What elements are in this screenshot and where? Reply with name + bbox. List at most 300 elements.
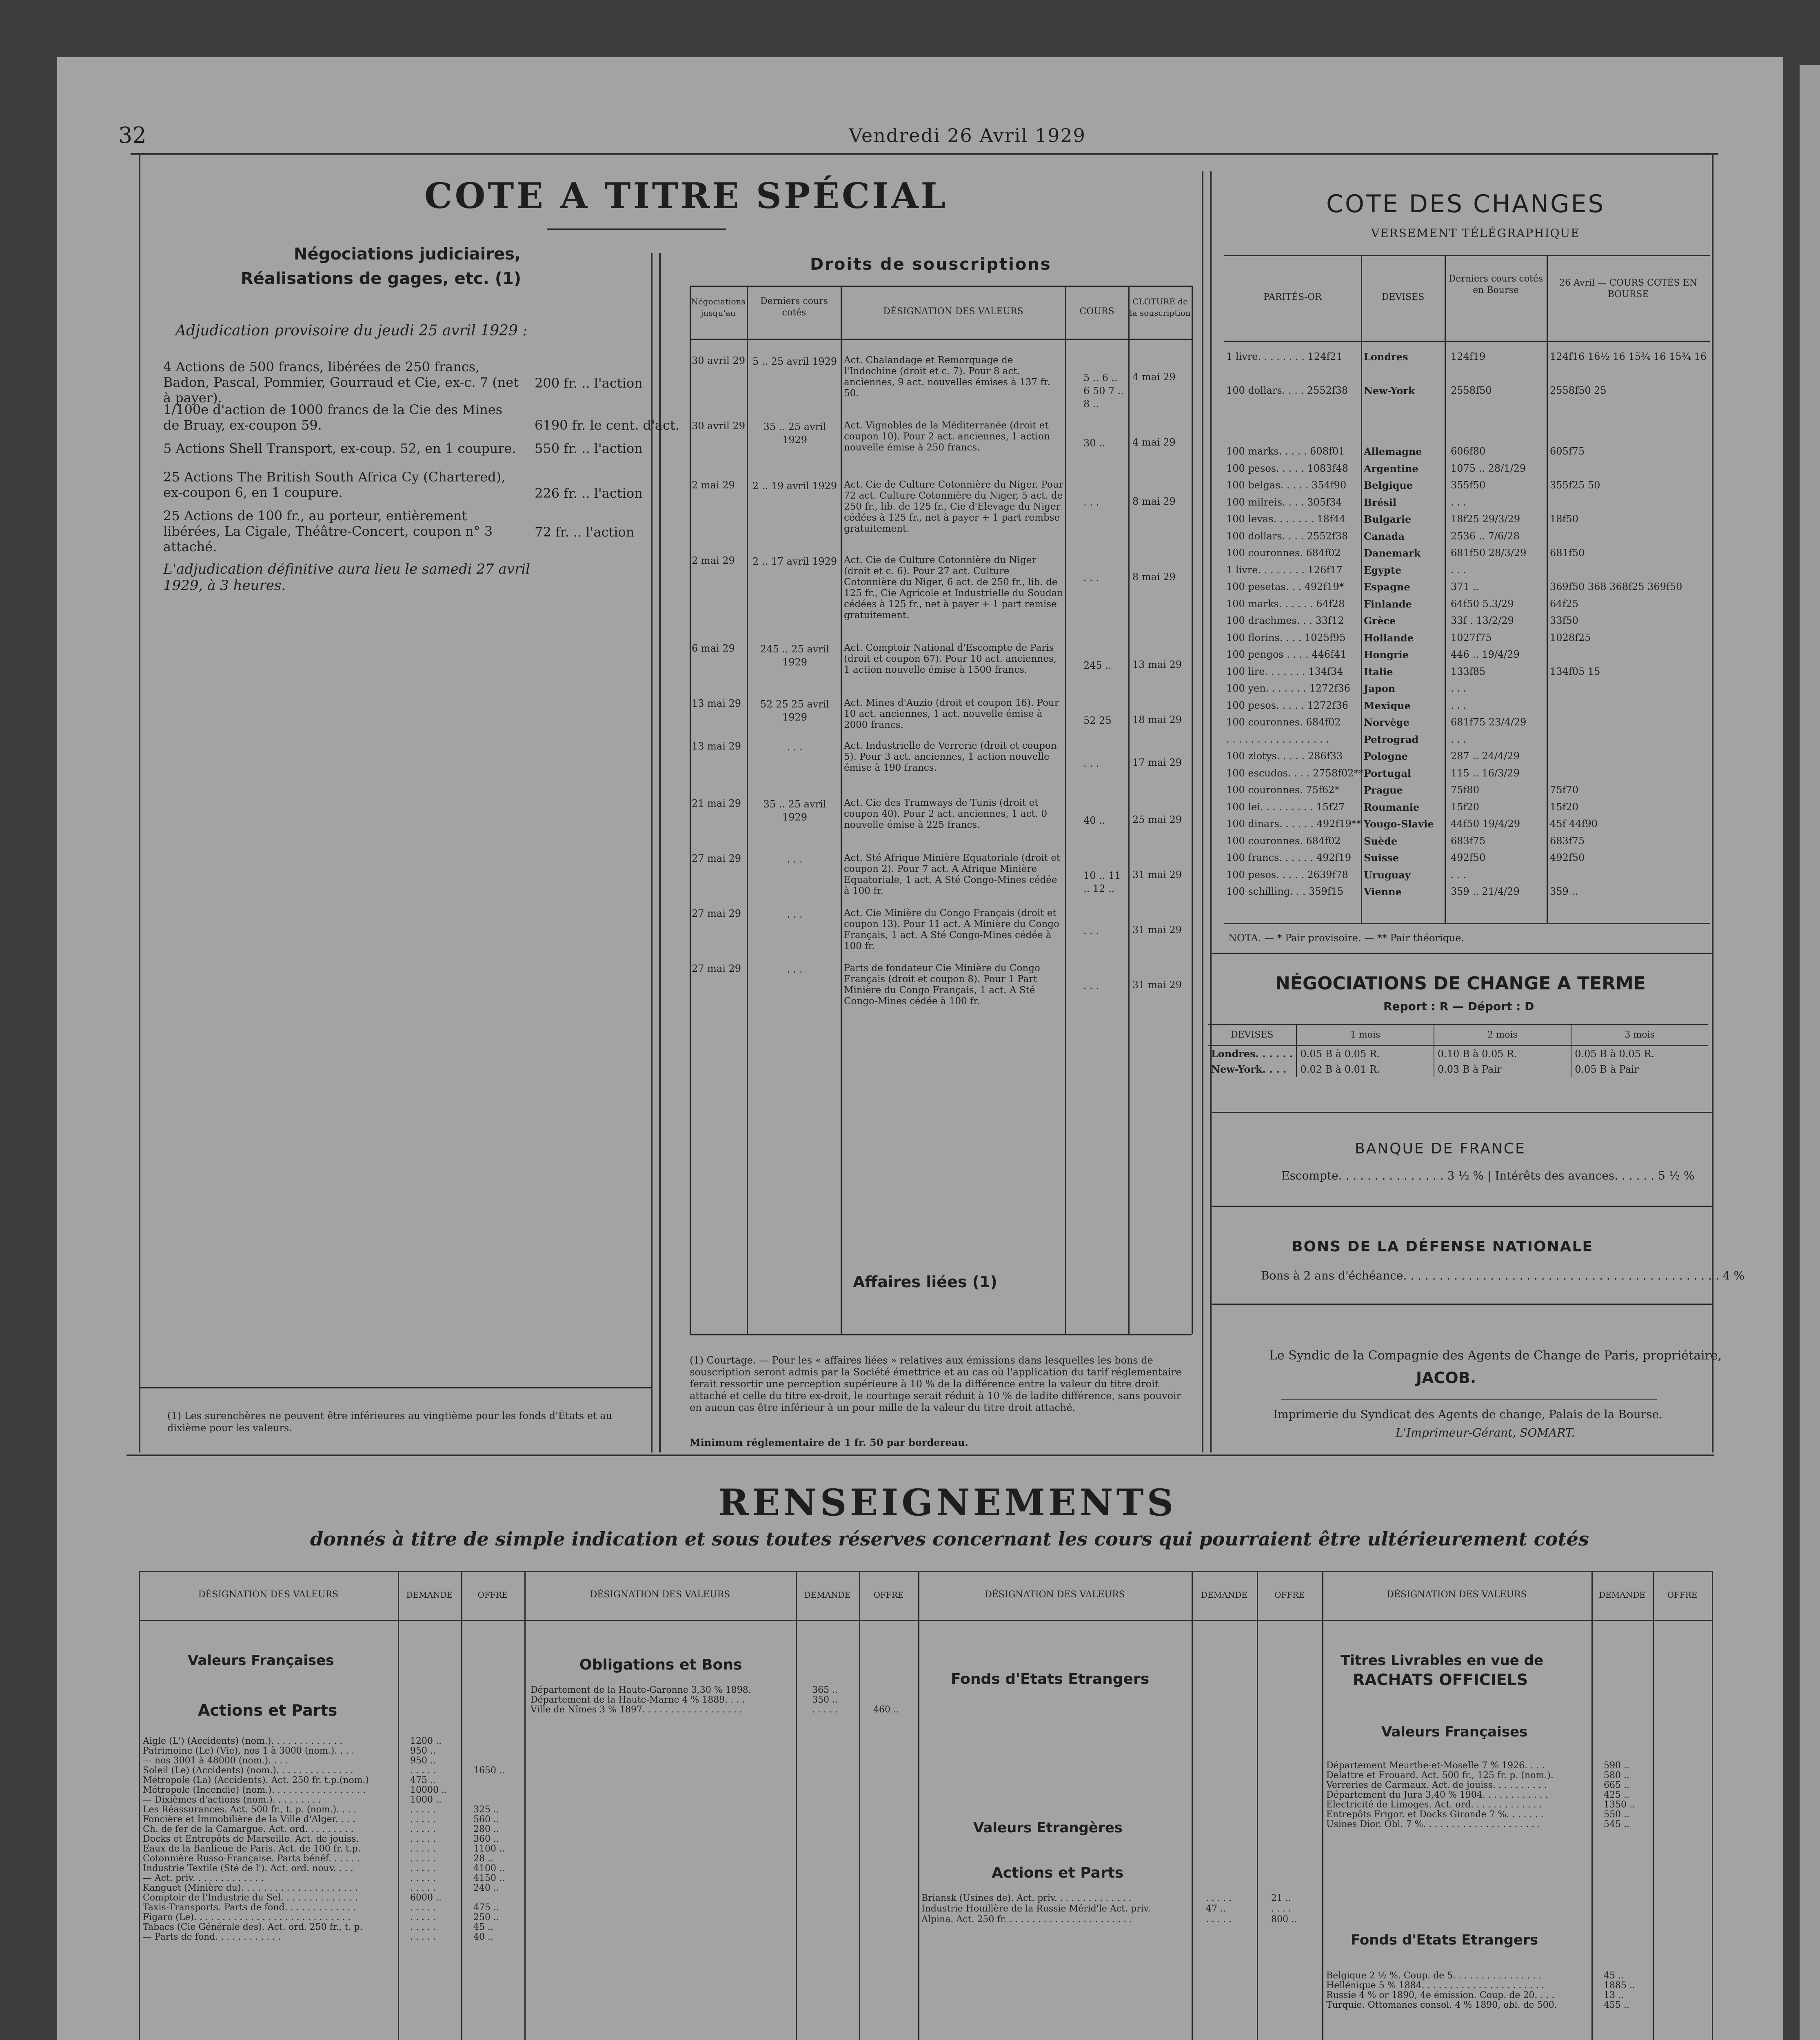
changes-derniers: 18f25 29/3/29	[1451, 513, 1520, 525]
gerant-line: L'Imprimeur-Gérant, SOMART.	[1396, 1426, 1575, 1439]
droits-clot: 4 mai 29	[1132, 437, 1176, 448]
changes-derniers: 606f80	[1451, 446, 1486, 457]
droits-cours: . . .	[1083, 497, 1099, 508]
rens-designation: Usines Dior. Obl. 7 %. . . . . . . . . . . . . . . . . . . . .	[1326, 1819, 1540, 1829]
droits-clot: 31 mai 29	[1132, 869, 1182, 880]
droits-cours: 5 .. 6 .. 6 50 7 .. 8 ..	[1083, 372, 1124, 410]
changes-cours: 355f25 50	[1550, 479, 1600, 491]
changes-parite: 100 zlotys. . . . . 286f33	[1226, 750, 1343, 762]
droits-der: 5 .. 25 avril 1929	[752, 356, 837, 367]
rens-demande: 350 ..	[812, 1695, 838, 1705]
rens-demande: 580 ..	[1604, 1770, 1629, 1781]
rens-header-offre: OFFRE	[1274, 1590, 1305, 1600]
changes-derniers: 359 .. 21/4/29	[1451, 886, 1520, 897]
droits-clot: 25 mai 29	[1132, 814, 1182, 825]
rens-col-rule	[524, 1571, 526, 2040]
droits-header-der: Derniers cours cotés	[760, 296, 828, 318]
rens-demande: . . . . .	[812, 1705, 838, 1715]
imprimerie-line: Imprimerie du Syndicat des Agents de change, Palais de la Bourse.	[1273, 1408, 1663, 1421]
droits-clot: 17 mai 29	[1132, 757, 1182, 768]
changes-header-parites: PARITÉS-OR	[1263, 292, 1322, 302]
droits-cours: 245 ..	[1083, 660, 1112, 671]
col1-section-actions: Actions et Parts	[198, 1701, 337, 1719]
rens-designation: Département Meurthe-et-Moselle 7 % 1926. . . .	[1326, 1761, 1545, 1771]
rens-demande: . . . . .	[410, 1912, 436, 1922]
rens-demande: 45 ..	[1604, 1971, 1624, 1981]
droits-des: Parts de fondateur Cie Minière du Congo Français (droit et coupon 8). Pour 1 Part Minière du Congo Français, 1 act. A Sté Congo-Mines cédée à 100 fr.	[844, 963, 1040, 1007]
rens-col-rule	[461, 1571, 462, 2040]
rens-designation: Verreries de Carmaux. Act. de jouiss. . . . . . . . . .	[1326, 1780, 1547, 1790]
cote-item-price: 200 fr. .. l'action	[535, 375, 643, 391]
rens-designation: Delattre et Frouard. Act. 500 fr., 125 fr. p. (nom.).	[1326, 1770, 1554, 1781]
changes-parite: 100 couronnes. 684f02	[1226, 716, 1341, 728]
changes-devise: New-York	[1364, 385, 1415, 397]
divider-2	[1202, 171, 1203, 1452]
rens-col-rule	[796, 1571, 797, 2040]
droits-col-3	[1065, 286, 1066, 1334]
col3-section-valeurs: Valeurs Etrangères	[973, 1820, 1123, 1836]
changes-col-2	[1445, 255, 1446, 924]
droits-top-rule	[690, 286, 1192, 287]
droits-der: 35 .. 25 avril 1929	[763, 798, 826, 823]
divider-1b	[659, 253, 661, 1452]
col3-section-actions: Actions et Parts	[992, 1865, 1124, 1881]
droits-clot: 4 mai 29	[1132, 371, 1176, 383]
droits-neg: 30 avril 29	[692, 355, 746, 366]
droits-col-1	[747, 286, 748, 1334]
changes-parite: 100 pesetas. . . 492f19*	[1226, 581, 1344, 592]
changes-derniers: . . .	[1451, 683, 1467, 694]
rens-designation: Russie 4 % or 1890, 4e émission. Coup. de 20. . . .	[1326, 1990, 1555, 2000]
changes-devise: Mexique	[1364, 700, 1411, 712]
droits-neg: 27 mai 29	[692, 908, 741, 919]
cote-item-text: 5 Actions Shell Transport, ex-coup. 52, en 1 coupure.	[163, 441, 516, 456]
droits-clot: 18 mai 29	[1132, 714, 1182, 725]
rens-demande: . . . . .	[410, 1824, 436, 1834]
right-border	[1712, 155, 1713, 1452]
rens-offre: 560 ..	[473, 1814, 499, 1825]
jacob-signature: JACOB.	[1416, 1369, 1476, 1387]
changes-devise: Suisse	[1364, 852, 1399, 864]
adjudication-definitive: L'adjudication définitive aura lieu le samedi 27 avril 1929, à 3 heures.	[163, 561, 530, 594]
rens-header-bottom	[139, 1620, 1712, 1621]
changes-devise: Hongrie	[1364, 649, 1409, 661]
droits-cours: . . .	[1083, 980, 1099, 991]
changes-devise: Espagne	[1364, 581, 1410, 593]
col4-section-titres: Titres Livrables en vue de	[1341, 1652, 1544, 1669]
changes-cours: 134f05 15	[1550, 666, 1600, 677]
rens-demande: 6000 ..	[410, 1893, 442, 1903]
banque-top-rule	[1212, 1112, 1712, 1113]
changes-parite: 100 marks. . . . . . 64f28	[1226, 598, 1345, 610]
changes-parite: 1 livre. . . . . . . . 126f17	[1226, 564, 1343, 576]
changes-derniers: 2536 .. 7/6/28	[1451, 530, 1520, 542]
droits-der: . . .	[787, 854, 803, 865]
rens-demande: 425 ..	[1604, 1790, 1629, 1800]
droits-des: Act. Comptoir National d'Escompte de Paris (droit et coupon 67). Pour 10 act. anciennes, 1 action nouvelle émise à 1500 francs.	[844, 643, 1056, 675]
cote-footnote: (1) Les surenchères ne peuvent être inférieures au vingtième pour les fonds d'États et au dixième pour les valeurs.	[167, 1410, 613, 1434]
rens-demande: 950 ..	[410, 1756, 436, 1766]
rens-col-rule	[1257, 1571, 1258, 2040]
rens-demande: . . . . .	[410, 1814, 436, 1825]
changes-cours: 33f50	[1550, 615, 1578, 626]
changes-devise: Pologne	[1364, 750, 1408, 762]
rens-header-demande: DEMANDE	[804, 1590, 851, 1600]
rens-col-rule	[859, 1571, 860, 2040]
rens-demande: 1000 ..	[410, 1795, 442, 1805]
changes-parite: 100 marks. . . . . 608f01	[1226, 446, 1345, 457]
droits-der: . . .	[787, 741, 803, 753]
droits-neg: 30 avril 29	[692, 420, 746, 432]
rens-offre: 325 ..	[473, 1805, 499, 1815]
renseignements-title: RENSEIGNEMENTS	[718, 1481, 1177, 1524]
droits-col-2	[841, 286, 842, 1334]
changes-devise: Japon	[1364, 683, 1396, 694]
changes-derniers: 446 .. 19/4/29	[1451, 649, 1520, 660]
col4-section-rachats: RACHATS OFFICIELS	[1353, 1671, 1528, 1689]
changes-parite: 100 levas. . . . . . . 18f44	[1226, 513, 1346, 525]
changes-derniers: . . .	[1451, 700, 1467, 711]
changes-derniers: . . .	[1451, 564, 1467, 576]
rens-designation: Métropole (La) (Accidents). Act. 250 fr. t.p.(nom.)	[143, 1775, 369, 1785]
next-page-edge	[1800, 65, 1820, 2040]
terme-cell: 0.10 B à 0.05 R.	[1434, 1046, 1571, 1062]
syndic-line: Le Syndic de la Compagnie des Agents de Change de Paris, propriétaire,	[1269, 1348, 1722, 1363]
divider-1	[651, 253, 653, 1452]
rens-designation: Aigle (L') (Accidents) (nom.). . . . . . . . . . . . .	[143, 1736, 343, 1746]
rens-designation: Cotonnière Russo-Française. Parts bénéf. . . . . .	[143, 1854, 360, 1864]
changes-devise: Uruguay	[1364, 869, 1411, 881]
rens-col-rule	[1653, 1571, 1654, 2040]
negociations-title-1: Négociations judiciaires,	[294, 245, 521, 264]
banque-line: Escompte. . . . . . . . . . . . . . . 3 ½ % | Intérêts des avances. . . . . . 5 ½ %	[1281, 1169, 1695, 1182]
changes-derniers: . . .	[1451, 869, 1467, 880]
droits-der: 2 .. 17 avril 1929	[752, 556, 837, 567]
rens-demande: 550 ..	[1604, 1809, 1629, 1820]
droits-title: Droits de souscriptions	[810, 255, 1052, 274]
droits-clot: 8 mai 29	[1132, 571, 1176, 583]
changes-devise: Bulgarie	[1364, 513, 1412, 525]
rens-designation: Electricité de Limoges. Act. ord. . . . . . . . . . . . .	[1326, 1800, 1542, 1810]
cote-titre-title: COTE A TITRE SPÉCIAL	[424, 175, 948, 217]
changes-derniers: 683f75	[1451, 835, 1486, 847]
rens-demande: 365 ..	[812, 1685, 838, 1695]
changes-parite: 100 pesos. . . . . 1083f48	[1226, 463, 1348, 474]
rens-header-designation: DÉSIGNATION DES VALEURS	[985, 1590, 1125, 1600]
changes-derniers: 44f50 19/4/29	[1451, 818, 1520, 829]
left-border	[139, 155, 140, 1452]
page-number: 32	[118, 122, 146, 148]
terme-header-1mois: 1 mois	[1296, 1025, 1434, 1046]
changes-devise: Belgique	[1364, 479, 1413, 491]
changes-devise: Londres	[1364, 351, 1408, 363]
rens-demande: . . . . .	[410, 1883, 436, 1893]
cote-item-text: 4 Actions de 500 francs, libérées de 250 francs, Badon, Pascal, Pommier, Gourraud et Cie, ex-c. 7 (net à payer).	[163, 359, 519, 406]
changes-derniers: 1027f75	[1451, 632, 1492, 643]
terme-cell: 0.02 B à 0.01 R.	[1296, 1062, 1434, 1077]
rens-header-demande: DEMANDE	[1599, 1590, 1645, 1600]
terme-row	[1208, 1062, 1708, 1077]
rens-demande: 590 ..	[1604, 1761, 1629, 1771]
changes-cours: 75f70	[1550, 784, 1578, 796]
terme-cell: 0.05 B à 0.05 R.	[1571, 1046, 1708, 1062]
rens-designation: — Act. priv. . . . . . . . . . . . .	[143, 1873, 264, 1883]
droits-header-cours: COURS	[1079, 306, 1114, 317]
cote-item-text: 25 Actions The British South Africa Cy (Chartered), ex-coupon 6, en 1 coupure.	[163, 469, 506, 500]
changes-header-rule	[1224, 341, 1710, 342]
droits-des: Act. Sté Afrique Minière Equatoriale (droit et coupon 2). Pour 7 act. A Afrique Minière Equatoriale, 1 act. A Sté Congo-Mines cédée à 100 fr.	[844, 853, 1061, 896]
col4-section-fonds: Fonds d'Etats Etrangers	[1351, 1932, 1538, 1948]
rens-header-designation: DÉSIGNATION DES VALEURS	[1387, 1590, 1527, 1600]
terme-header-2mois: 2 mois	[1434, 1025, 1571, 1046]
changes-devise: Portugal	[1364, 767, 1412, 779]
rens-designation: Turquie. Ottomanes consol. 4 % 1890, obl. de 500.	[1326, 2000, 1557, 2010]
changes-derniers: . . .	[1451, 734, 1467, 745]
changes-devise: Hollande	[1364, 632, 1414, 644]
rens-designation: Briansk (Usines de). Act. priv. . . . . . . . . . . . . .	[921, 1893, 1132, 1903]
changes-devise: Finlande	[1364, 598, 1412, 610]
changes-parite: 100 florins. . . . 1025f95	[1226, 632, 1346, 643]
droits-clot: 31 mai 29	[1132, 979, 1182, 991]
changes-parite: 100 francs. . . . . . 492f19	[1226, 852, 1352, 863]
changes-parite: 100 pengos . . . . 446f41	[1226, 649, 1347, 660]
rens-designation: Hellénique 5 % 1884. . . . . . . . . . . . . . . . . . . . . .	[1326, 1980, 1545, 1991]
rens-designation: Les Réassurances. Act. 500 fr., t. p. (nom.). . . .	[143, 1805, 357, 1815]
droits-der: 245 .. 25 avril 1929	[760, 643, 830, 668]
terme-header-devises: DEVISES	[1208, 1025, 1296, 1046]
changes-devise: Suède	[1364, 835, 1398, 847]
rens-demande: 10000 ..	[410, 1785, 447, 1795]
rens-offre: 28 ..	[473, 1854, 493, 1864]
col2-section-obligations: Obligations et Bons	[579, 1656, 742, 1673]
changes-cours: 683f75	[1550, 835, 1585, 847]
changes-cours: 1028f25	[1550, 632, 1591, 643]
adjudication-heading: Adjudication provisoire du jeudi 25 avril 1929 :	[175, 322, 528, 339]
changes-devise: Egypte	[1364, 564, 1402, 576]
changes-derniers: 115 .. 16/3/29	[1451, 767, 1520, 779]
changes-derniers: 124f19	[1451, 351, 1486, 362]
droits-des: Act. Mines d'Auzio (droit et coupon 16). Pour 10 act. anciennes, 1 act. nouvelle émise à 2000 francs.	[844, 698, 1059, 730]
rens-header-top	[139, 1571, 1712, 1572]
rens-offre: 240 ..	[473, 1883, 499, 1893]
rens-header-offre: OFFRE	[1667, 1590, 1698, 1600]
rens-offre: 4150 ..	[473, 1873, 505, 1883]
changes-parite: 100 milreis. . . . 305f34	[1226, 497, 1342, 508]
changes-devise: Brésil	[1364, 497, 1396, 508]
changes-parite: 100 drachmes. . . 33f12	[1226, 615, 1344, 626]
rens-designation: Alpina. Act. 250 fr. . . . . . . . . . . . . . . . . . . . . . .	[921, 1914, 1132, 1925]
bons-bottom-rule	[1212, 1304, 1712, 1305]
page-date: Vendredi 26 Avril 1929	[849, 124, 1086, 146]
rens-designation: Département de la Haute-Marne 4 % 1889. . . .	[530, 1695, 745, 1705]
rens-designation: Département du Jura 3,40 % 1904. . . . . . . . . . . .	[1326, 1790, 1548, 1800]
changes-derniers: 371 ..	[1451, 581, 1479, 592]
rens-offre: 21 ..	[1271, 1893, 1291, 1903]
changes-cours: 64f25	[1550, 598, 1578, 610]
droits-neg: 27 mai 29	[692, 853, 741, 864]
rens-designation: — Dixièmes d'actions (nom.). . . . . . . . .	[143, 1795, 321, 1805]
changes-subtitle: VERSEMENT TÉLÉGRAPHIQUE	[1371, 226, 1580, 240]
droits-clot: 13 mai 29	[1132, 659, 1182, 670]
changes-derniers: 287 .. 24/4/29	[1451, 750, 1520, 762]
rens-col-rule	[918, 1571, 919, 2040]
rens-demande: . . . . .	[410, 1765, 436, 1776]
changes-parite: 100 yen. . . . . . . 1272f36	[1226, 683, 1350, 694]
rens-designation: Belgique 2 ½ %. Coup. de 5. . . . . . . . . . . . . . . .	[1326, 1971, 1542, 1981]
rens-offre: 1650 ..	[473, 1765, 505, 1776]
col1-section-valeurs: Valeurs Françaises	[188, 1652, 334, 1669]
rens-demande: . . . . .	[410, 1854, 436, 1864]
rens-offre: 4100 ..	[473, 1863, 505, 1874]
rens-offre: 250 ..	[473, 1912, 499, 1922]
rens-header-demande: DEMANDE	[1201, 1590, 1247, 1600]
changes-devise: Roumanie	[1364, 801, 1420, 813]
rens-demande: 1885 ..	[1604, 1980, 1635, 1991]
droits-cours: . . .	[1083, 758, 1099, 769]
rens-designation: Figaro (Le). . . . . . . . . . . . . . . . . . . . . . . . . . . .	[143, 1912, 351, 1922]
cote-item-price: 550 fr. .. l'action	[535, 441, 643, 456]
droits-header-rule	[690, 339, 1192, 340]
terme-top-rule	[1212, 953, 1712, 954]
rens-demande: 950 ..	[410, 1746, 436, 1756]
rens-col-rule	[398, 1571, 399, 2040]
rens-offre: 280 ..	[473, 1824, 499, 1834]
cote-item-price: 72 fr. .. l'action	[535, 524, 635, 540]
col3-section-fonds: Fonds d'Etats Etrangers	[951, 1671, 1150, 1687]
rens-offre: 475 ..	[473, 1903, 499, 1913]
changes-parite: 100 escudos. . . . 2758f02**	[1226, 767, 1364, 779]
rens-demande: 545 ..	[1604, 1819, 1629, 1829]
footnote-rule	[139, 1387, 651, 1388]
col4-section-valeurs-fr: Valeurs Françaises	[1381, 1724, 1528, 1740]
changes-note: NOTA. — * Pair provisoire. — ** Pair théorique.	[1228, 932, 1465, 944]
changes-devise: Allemagne	[1364, 446, 1422, 457]
droits-clot: 8 mai 29	[1132, 496, 1176, 507]
droits-neg: 2 mai 29	[692, 555, 735, 566]
rens-offre: 1100 ..	[473, 1844, 505, 1854]
rens-offre: . . . .	[1271, 1904, 1291, 1914]
changes-parite: 100 belgas. . . . . 354f90	[1226, 479, 1347, 491]
cote-item-text: 25 Actions de 100 fr., au porteur, entièrement libérées, La Cigale, Théâtre-Concert, coupon n° 3 attaché.	[163, 508, 493, 554]
rens-header-demande: DEMANDE	[406, 1590, 453, 1600]
droits-header-neg: Négociations jusqu'au	[691, 297, 746, 318]
rens-demande: . . . . .	[1206, 1914, 1232, 1925]
bons-line: Bons à 2 ans d'échéance. . . . . . . . . . . . . . . . . . . . . . . . . . . . . . . . . . . . . . . . . . . . 4 %	[1261, 1269, 1745, 1282]
droits-neg: 21 mai 29	[692, 798, 741, 809]
changes-parite: 100 pesos. . . . . 1272f36	[1226, 700, 1348, 711]
rens-demande: 455 ..	[1604, 2000, 1629, 2010]
terme-header-3mois: 3 mois	[1571, 1025, 1708, 1046]
changes-cours: 681f50	[1550, 547, 1585, 559]
affaires-liees: Affaires liées (1)	[853, 1273, 997, 1291]
changes-derniers: 2558f50	[1451, 385, 1492, 396]
droits-des: Act. Chalandage et Remorquage de l'Indochine (droit et c. 7). Pour 8 act. anciennes, 9 act. nouvelles émises à 137 fr. 50.	[844, 355, 1050, 399]
rens-designation: Tabacs (Cie Générale des). Act. ord. 250 fr., t. p.	[143, 1922, 363, 1932]
changes-derniers: 355f50	[1451, 479, 1486, 491]
droits-des: Act. Cie Minière du Congo Français (droit et coupon 13). Pour 11 act. A Minière du Congo Français, 1 act. A Sté Congo-Mines cédée à 100 fr.	[844, 908, 1059, 951]
rens-header-offre: OFFRE	[873, 1590, 904, 1600]
cote-item-text: 1/100e d'action de 1000 francs de la Cie des Mines de Bruay, ex-coupon 59.	[163, 402, 503, 433]
changes-top-rule	[1224, 255, 1710, 256]
changes-bottom-rule	[1224, 923, 1710, 924]
rens-designation: Métropole (Incendie) (nom.). . . . . . . . . . . . . . . . .	[143, 1785, 366, 1795]
droits-cours: . . .	[1083, 925, 1099, 936]
rens-offre: 800 ..	[1271, 1914, 1297, 1925]
droits-des: Act. Cie de Culture Cotonnière du Niger. Pour 72 act. Culture Cotonnière du Niger, 5 act. de 250 fr., lib. de 125 fr., Cie d'Elevage du Niger cédées à 125 fr., net à payer + 1 part rembse gratuitement.	[844, 479, 1063, 534]
terme-subtitle: Report : R — Déport : D	[1383, 1000, 1534, 1013]
rens-designation: Ch. de fer de la Camargue. Act. ord. . . . . . . . .	[143, 1824, 354, 1834]
terme-row	[1208, 1046, 1708, 1062]
changes-cours: 18f50	[1550, 513, 1578, 525]
droits-der: 35 .. 25 avril 1929	[763, 421, 826, 446]
rens-left-rule	[139, 1571, 140, 2040]
changes-parite: 100 lire. . . . . . . 134f34	[1226, 666, 1343, 677]
droits-cours: 52 25	[1083, 715, 1112, 726]
changes-devise: Canada	[1364, 530, 1405, 542]
droits-footnote-2: Minimum réglementaire de 1 fr. 50 par bordereau.	[690, 1437, 968, 1448]
rens-designation: — Parts de fond. . . . . . . . . . . .	[143, 1932, 281, 1942]
changes-parite: 100 dinars. . . . . . 492f19**	[1226, 818, 1361, 829]
changes-devise: Argentine	[1364, 463, 1418, 475]
rens-designation: Eaux de la Banlieue de Paris. Act. de 100 fr. t.p.	[143, 1844, 361, 1854]
cote-item-price: 226 fr. .. l'action	[535, 486, 643, 501]
bons-title: BONS DE LA DÉFENSE NATIONALE	[1292, 1238, 1594, 1255]
changes-parite: 100 schilling. . . 359f15	[1226, 886, 1344, 897]
changes-devise: Italie	[1364, 666, 1393, 678]
changes-cours: 359 ..	[1550, 886, 1578, 897]
changes-devise: Norvège	[1364, 716, 1409, 728]
rens-demande: 1350 ..	[1604, 1800, 1635, 1810]
changes-devise: Prague	[1364, 784, 1403, 796]
changes-col-3	[1547, 255, 1548, 924]
changes-parite: 100 couronnes. 684f02	[1226, 835, 1341, 847]
droits-des: Act. Vignobles de la Méditerranée (droit et coupon 10). Pour 2 act. anciennes, 1 action nouvelle émise à 250 francs.	[844, 420, 1050, 453]
changes-derniers: 33f . 13/2/29	[1451, 615, 1514, 626]
changes-cours: 15f20	[1550, 801, 1578, 813]
droits-der: . . .	[787, 909, 803, 920]
changes-cours: 124f16 16½ 16 15¾ 16 15¾ 16	[1550, 351, 1707, 362]
droits-des: Act. Industrielle de Verrerie (droit et coupon 5). Pour 3 act. anciennes, 1 action nouvelle émise à 190 francs.	[844, 741, 1057, 773]
droits-col-5	[1192, 286, 1193, 1334]
changes-parite: 100 pesos. . . . . 2639f78	[1226, 869, 1348, 880]
rens-demande: . . . . .	[410, 1863, 436, 1874]
droits-neg: 13 mai 29	[692, 698, 741, 709]
rens-offre: 460 ..	[873, 1705, 899, 1715]
changes-devise: Petrograd	[1364, 734, 1419, 745]
droits-footnote: (1) Courtage. — Pour les « affaires liées » relatives aux émissions dans lesquelles les bons de souscription seront admis par la Société émettrice et au cas où l'application du tarif réglementaire ferait ressortir une perception supérieure à 10 % de la différence entre la valeur du titre droit attaché et celle du titre ex-droit, le courtage serait réduit à 10 % de ladite différence, sans pouvoir en aucun cas être inférieur à un pour mille de la valeur du titre droit attaché.	[690, 1355, 1182, 1413]
rens-col-rule	[1591, 1571, 1593, 2040]
droits-neg: 13 mai 29	[692, 741, 741, 752]
rens-designation: Docks et Entrepôts de Marseille. Act. de jouiss.	[143, 1834, 359, 1844]
rens-designation: Soleil (Le) (Accidents) (nom.). . . . . . . . . . . . . .	[143, 1765, 353, 1776]
rens-designation: Industrie Textile (Sté de l'). Act. ord. nouv. . . .	[143, 1863, 353, 1874]
changes-cours: 492f50	[1550, 852, 1585, 863]
droits-des: Act. Cie de Culture Cotonnière du Niger (droit et c. 6). Pour 27 act. Culture Cotonnière du Niger, 6 act. de 250 fr., lib. de 125 fr., Cie Agricole et Industrielle du Soudan cédées à 125 fr., net à payer + 1 part remise gratuitement.	[844, 555, 1063, 621]
rens-demande: . . . . .	[410, 1844, 436, 1854]
droits-clot: 31 mai 29	[1132, 924, 1182, 936]
divider-2b	[1210, 171, 1212, 1452]
signature-rule	[1281, 1399, 1657, 1400]
rens-demande: 665 ..	[1604, 1780, 1629, 1790]
droits-der: . . .	[787, 964, 803, 975]
droits-cours: 40 ..	[1083, 815, 1105, 826]
changes-devise: Grèce	[1364, 615, 1396, 627]
changes-parite: 100 lei. . . . . . . . . 15f27	[1226, 801, 1345, 813]
changes-devise: Vienne	[1364, 886, 1402, 898]
rens-designation: Patrimoine (Le) (Vie), nos 1 à 3000 (nom.). . . .	[143, 1746, 355, 1756]
rens-col-rule	[1322, 1571, 1323, 2040]
rens-designation: Kanguet (Minière du). . . . . . . . . . . . . . . . . . . . .	[143, 1883, 358, 1893]
